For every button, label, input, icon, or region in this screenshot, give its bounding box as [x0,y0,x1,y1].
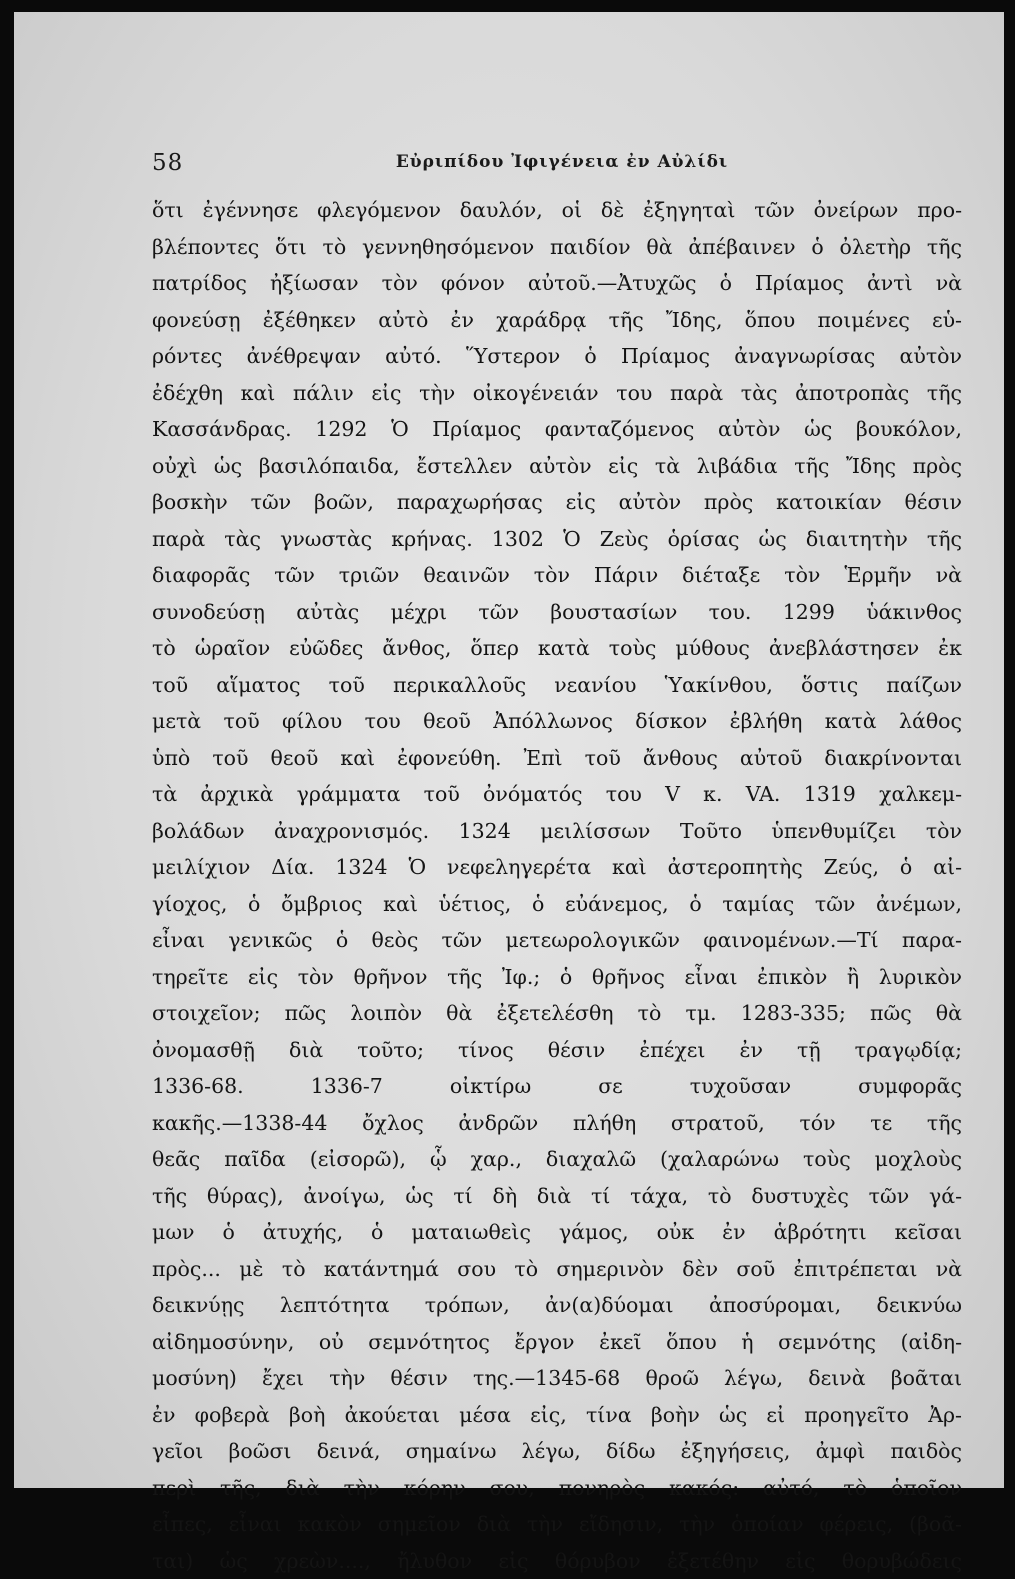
text-line: κακῆς.—1338-44 ὄχλος ἀνδρῶν πλήθη στρατοῦ, τόν τε τῆς [152,1105,962,1142]
text-line: ται) ὡς χρεὼν...., ἤλυθον εἰς θόρυβον ἐξετέθην εἰς θορυβώδεις [152,1543,962,1579]
text-line: 1336-68. 1336-7 οἰκτίρω σε τυχοῦσαν συμφορᾶς [152,1068,962,1105]
text-line: μετὰ τοῦ φίλου του θεοῦ Ἀπόλλωνος δίσκον ἐβλήθη κατὰ λάθος [152,703,962,740]
text-line: μων ὁ ἀτυχής, ὁ ματαιωθεὶς γάμος, οὐκ ἐν ἁβρότητι κεῖσαι [152,1214,962,1251]
text-line: βολάδων ἀναχρονισμός. 1324 μειλίσσων Τοῦτο ὑπενθυμίζει τὸν [152,813,962,850]
text-line: πρὸς... μὲ τὸ κατάντημά σου τὸ σημερινὸν δὲν σοῦ ἐπιτρέπεται νὰ [152,1251,962,1288]
text-line: αἰδημοσύνην, οὐ σεμνότητος ἔργον ἐκεῖ ὅπου ἡ σεμνότης (αἰδη- [152,1324,962,1361]
text-line: δεικνύῃς λεπτότητα τρόπων, ἀν(α)δύομαι ἀποσύρομαι, δεικνύω [152,1287,962,1324]
text-line: ἐν φοβερὰ βοὴ ἀκούεται μέσα εἰς, τίνα βοὴν ὡς εἰ προηγεῖτο Ἀρ- [152,1397,962,1434]
running-title: Εὐριπίδου Ἰφιγένεια ἐν Αὐλίδι [152,152,972,172]
text-line: συνοδεύσῃ αὐτὰς μέχρι τῶν βουστασίων του. 1299 ὑάκινθος [152,594,962,631]
text-line: ὅτι ἐγέννησε φλεγόμενον δαυλόν, οἱ δὲ ἐξηγηταὶ τῶν ὀνείρων προ- [152,192,962,229]
text-line: βοσκὴν τῶν βοῶν, παραχωρήσας εἰς αὐτὸν πρὸς κατοικίαν θέσιν [152,484,962,521]
text-line: τῆς θύρας), ἀνοίγω, ὡς τί δὴ διὰ τί τάχα, τὸ δυστυχὲς τῶν γά- [152,1178,962,1215]
page-header [152,146,972,178]
text-line: περὶ τῆς, διὰ τὴν κόρην σου, πονηρὸς κακός: αὐτό, τὸ ὁποῖον [152,1470,962,1507]
text-line: μοσύνη) ἔχει τὴν θέσιν της.—1345-68 θροῶ λέγω, δεινὰ βοᾶται [152,1360,962,1397]
text-line: στοιχεῖον; πῶς λοιπὸν θὰ ἐξετελέσθη τὸ τμ. 1283-335; πῶς θὰ [152,995,962,1032]
commentary-text [152,192,962,1579]
text-line: παρὰ τὰς γνωστὰς κρήνας. 1302 Ὁ Ζεὺς ὁρίσας ὡς διαιτητὴν τῆς [152,521,962,558]
text-line: ἐδέχθη καὶ πάλιν εἰς τὴν οἰκογένειάν του παρὰ τὰς ἀποτροπὰς τῆς [152,375,962,412]
text-line: ρόντες ἀνέθρεψαν αὐτό. Ὕστερον ὁ Πρίαμος ἀναγνωρίσας αὐτὸν [152,338,962,375]
text-line: βλέποντες ὅτι τὸ γεννηθησόμενον παιδίον θὰ ἀπέβαινεν ὁ ὀλετὴρ τῆς [152,229,962,266]
page-number: 58 [152,150,183,176]
text-line: πατρίδος ἠξίωσαν τὸν φόνον αὐτοῦ.—Ἀτυχῶς ὁ Πρίαμος ἀντὶ νὰ [152,265,962,302]
text-line: τηρεῖτε εἰς τὸν θρῆνον τῆς Ἰφ.; ὁ θρῆνος εἶναι ἐπικὸν ἢ λυρικὸν [152,959,962,996]
text-line: τὸ ὡραῖον εὐῶδες ἄνθος, ὅπερ κατὰ τοὺς μύθους ἀνεβλάστησεν ἐκ [152,630,962,667]
text-line: εἶναι γενικῶς ὁ θεὸς τῶν μετεωρολογικῶν φαινομένων.—Τί παρα- [152,922,962,959]
text-line: εἶπες, εἶναι κακὸν σημεῖον διὰ τὴν εἴδησιν, τὴν ὁποίαν φέρεις, (βοᾶ- [152,1506,962,1543]
text-line: οὐχὶ ὡς βασιλόπαιδα, ἔστελλεν αὐτὸν εἰς τὰ λιβάδια τῆς Ἴδης πρὸς [152,448,962,485]
text-line: τοῦ αἵματος τοῦ περικαλλοῦς νεανίου Ὑακίνθου, ὅστις παίζων [152,667,962,704]
text-line: γίοχος, ὁ ὄμβριος καὶ ὑέτιος, ὁ εὐάνεμος, ὁ ταμίας τῶν ἀνέμων, [152,886,962,923]
text-line: γεῖοι βοῶσι δεινά, σημαίνω λέγω, δίδω ἐξηγήσεις, ἀμφὶ παιδὸς [152,1433,962,1470]
text-line: φονεύσῃ ἐξέθηκεν αὐτὸ ἐν χαράδρᾳ τῆς Ἴδης, ὅπου ποιμένες εὑ- [152,302,962,339]
text-line: θεᾶς παῖδα (εἰσορῶ), ᾧ χαρ., διαχαλῶ (χαλαρώνω τοὺς μοχλοὺς [152,1141,962,1178]
text-line: Κασσάνδρας. 1292 Ὁ Πρίαμος φανταζόμενος αὐτὸν ὡς βουκόλον, [152,411,962,448]
text-line: ὑπὸ τοῦ θεοῦ καὶ ἐφονεύθη. Ἐπὶ τοῦ ἄνθους αὐτοῦ διακρίνονται [152,740,962,777]
text-line: μειλίχιον Δία. 1324 Ὁ νεφεληγερέτα καὶ ἀστεροπητὴς Ζεύς, ὁ αἰ- [152,849,962,886]
text-line: ὀνομασθῇ διὰ τοῦτο; τίνος θέσιν ἐπέχει ἐν τῇ τραγῳδίᾳ; [152,1032,962,1069]
text-line: διαφορᾶς τῶν τριῶν θεαινῶν τὸν Πάριν διέταξε τὸν Ἑρμῆν νὰ [152,557,962,594]
text-line: τὰ ἀρχικὰ γράμματα τοῦ ὀνόματός του V κ. VA. 1319 χαλκεμ- [152,776,962,813]
